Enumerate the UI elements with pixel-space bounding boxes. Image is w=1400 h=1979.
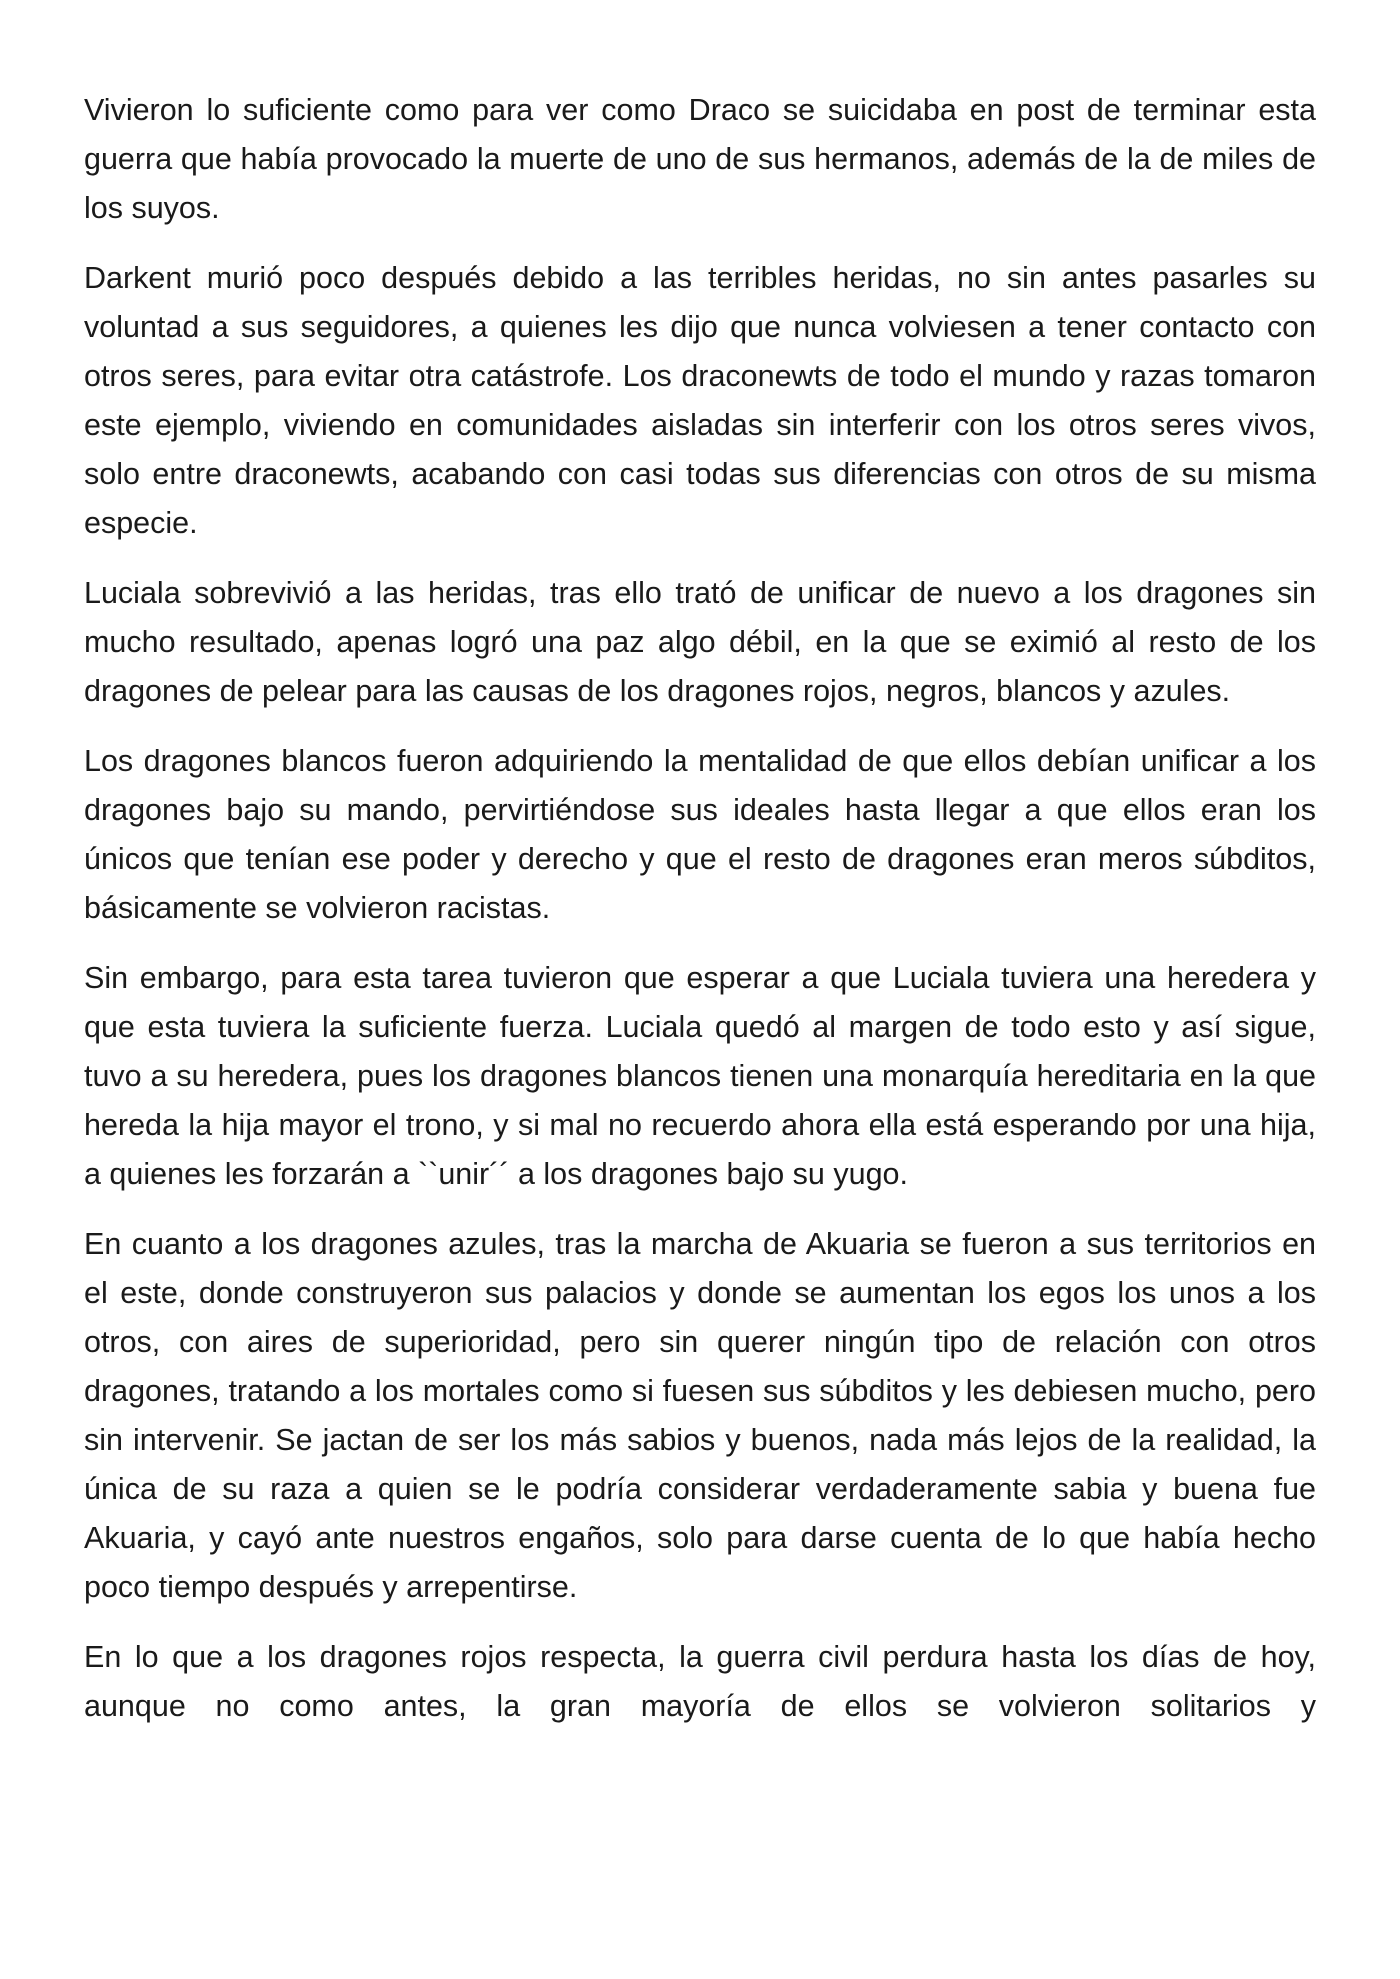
paragraph-5: Sin embargo, para esta tarea tuvieron que esperar a que Luciala tuviera una heredera y que esta tuviera la suficiente fuerza. Luciala quedó al margen de todo esto y así sigue, tuvo a su heredera, pues los dragones blancos tienen una monarquía hereditaria en la que hereda la hija mayor el trono, y si mal no recuerdo ahora ella está esperando por una hija, a quienes les forzarán a ``unir´´ a los dragones bajo su yugo. — [84, 961, 1316, 1191]
paragraph-2: Darkent murió poco después debido a las terribles heridas, no sin antes pasarles su voluntad a sus seguidores, a quienes les dijo que nunca volviesen a tener contacto con otros seres, para evitar otra catástrofe. Los draconewts de todo el mundo y razas tomaron este ejemplo, viviendo en comunidades aisladas sin interferir con los otros seres vivos, solo entre draconewts, acabando con casi todas sus diferencias con otros de su misma especie. — [84, 261, 1316, 540]
paragraph-1: Vivieron lo suficiente como para ver como Draco se suicidaba en post de terminar esta guerra que había provocado la muerte de uno de sus hermanos, además de la de miles de los suyos. — [84, 93, 1316, 225]
paragraph-4: Los dragones blancos fueron adquiriendo la mentalidad de que ellos debían unificar a los dragones bajo su mando, pervirtiéndose sus ideales hasta llegar a que ellos eran los únicos que tenían ese poder y derecho y que el resto de dragones eran meros súbditos, básicamente se volvieron racistas. — [84, 744, 1316, 925]
paragraph-7: En lo que a los dragones rojos respecta, la guerra civil perdura hasta los días de hoy, aunque no como antes, la gran mayoría de ellos se volvieron solitarios y — [84, 1640, 1316, 1723]
paragraph-6: En cuanto a los dragones azules, tras la marcha de Akuaria se fueron a sus territorios en el este, donde construyeron sus palacios y donde se aumentan los egos los unos a los otros, con aires de superioridad, pero sin querer ningún tipo de relación con otros dragones, tratando a los mortales como si fuesen sus súbditos y les debiesen mucho, pero sin intervenir. Se jactan de ser los más sabios y buenos, nada más lejos de la realidad, la única de su raza a quien se le podría considerar verdaderamente sabia y buena fue Akuaria, y cayó ante nuestros engaños, solo para darse cuenta de lo que había hecho poco tiempo después y arrepentirse. — [84, 1227, 1316, 1604]
paragraph-3: Luciala sobrevivió a las heridas, tras ello trató de unificar de nuevo a los dragones sin mucho resultado, apenas logró una paz algo débil, en la que se eximió al resto de los dragones de pelear para las causas de los dragones rojos, negros, blancos y azules. — [84, 576, 1316, 708]
document-page — [84, 86, 1316, 1731]
